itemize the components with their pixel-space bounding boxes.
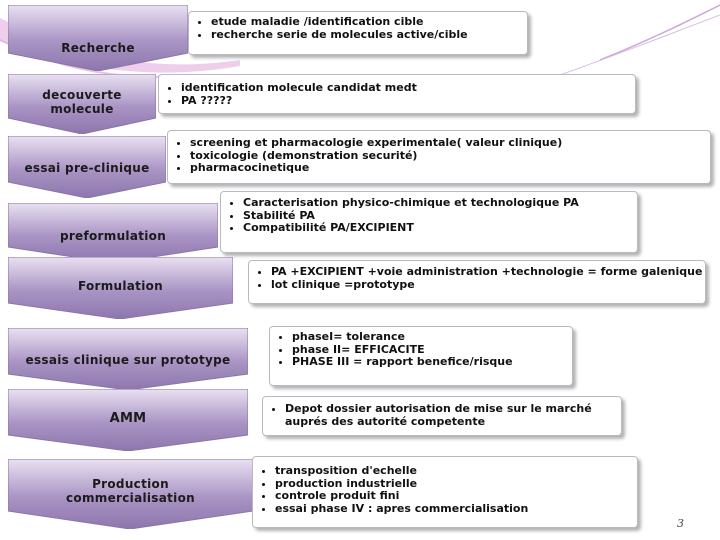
step-formulation-box [248,260,706,304]
step-preformulation-box [220,191,638,253]
step-formulation-chevron [8,257,233,319]
step-decouverte-box [158,74,636,114]
step-amm-chevron [8,389,248,451]
step-label: decouverte molecule [42,88,122,116]
bullet: • lot clinique =prototype [271,279,705,292]
step-label: Formulation [77,279,164,293]
bullet: • etude maladie /identification cible [211,16,527,29]
bullet: • phase II= EFFICACITE [292,344,572,357]
bullet: • screening et pharmacologie experimentale( valeur clinique) [190,137,710,150]
bullet: • PA +EXCIPIENT +voie administration +technologie = forme galenique [271,266,705,279]
bullet: • toxicologie (demonstration securité) [190,150,710,163]
bullet: • pharmacocinetique [190,162,710,175]
bullet: • Stabilité PA [243,210,637,223]
bullet: • production industrielle [275,478,637,491]
step-recherche-box [188,11,528,55]
bullet: • essai phase IV : apres commercialisation [275,503,637,516]
step-preclinique-box [167,130,711,184]
step-preformulation-chevron [8,203,218,263]
bullet: • recherche serie de molecules active/cible [211,29,527,42]
bullet: • PHASE III = rapport benefice/risque [292,356,572,369]
step-production-box [252,456,638,528]
step-essais-clinique-chevron [8,328,248,390]
bullet: • Caracterisation physico-chimique et technologique PA [243,197,637,210]
bullet: • phaseI= tolerance [292,331,572,344]
step-label: preformulation [59,229,167,243]
bullet: • transposition d'echelle [275,465,637,478]
page-number: 3 [677,517,684,530]
step-production-chevron [8,459,253,529]
bullet: • identification molecule candidat medt [181,82,635,95]
step-label: Recherche [61,41,135,55]
step-preclinique-chevron [8,136,166,198]
step-label: Production commercialisation [66,477,195,505]
step-decouverte-chevron [8,74,156,134]
step-label: AMM [109,411,147,426]
step-label: essais clinique sur prototype [25,353,231,367]
step-amm-box [262,396,622,436]
bullet: • PA ????? [181,95,635,108]
step-essais-clinique-box [269,326,573,386]
bullet: • Compatibilité PA/EXCIPIENT [243,222,637,235]
bullet: • controle produit fini [275,490,637,503]
step-recherche-chevron [8,5,188,71]
bullet: • Depot dossier autorisation de mise sur le marché auprés des autorité competente [285,403,621,428]
step-label: essai pre-clinique [24,161,150,175]
